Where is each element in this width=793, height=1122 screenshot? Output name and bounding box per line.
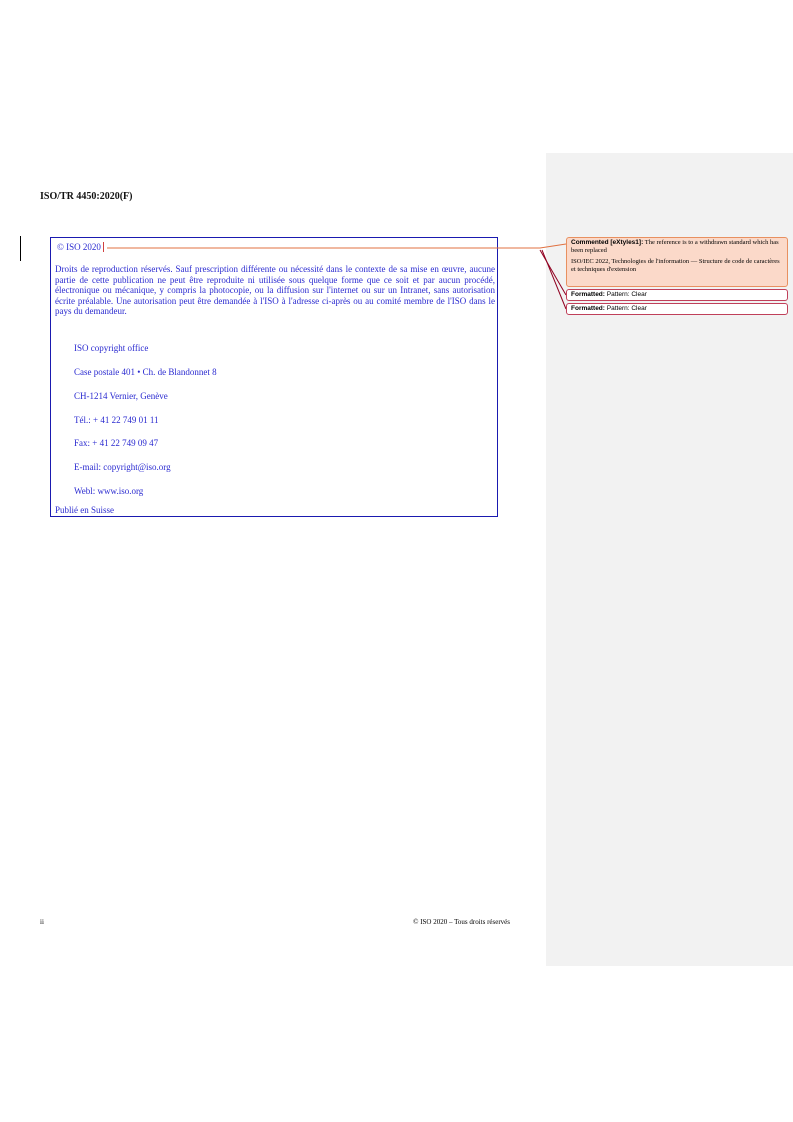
- formatted-text: Pattern: Clear: [606, 291, 647, 298]
- document-header: ISO/TR 4450:2020(F): [40, 191, 133, 202]
- city: CH-1214 Vernier, Genève: [74, 391, 168, 401]
- web-link[interactable]: www.iso.org: [97, 486, 144, 496]
- published: Publié en Suisse: [55, 505, 115, 515]
- copyright-line[interactable]: © ISO 2020: [55, 242, 104, 252]
- formatted-label: Formatted:: [571, 305, 605, 312]
- copyright-paragraph: Droits de reproduction réservés. Sauf prescription différente ou nécessité dans le contexte de sa mise en œuvre, aucune partie de cette publication ne peut être reproduite ni utilisée sous quelque forme que ce soit et par aucun procédé, électronique ou mécanique, y compris la photocopie, ou la diffusion sur l'internet ou sur un Intranet, sans autorisation écrite préalable. Une autorisation peut être demandée à l'ISO à l'adresse ci-après ou au comité membre de l'ISO dans le pays du demandeur.: [55, 264, 495, 317]
- page-number: ii: [40, 918, 44, 926]
- comment-reference: ISO/IEC 2022, Technologies de l'information — Structure de code de caractères et techniques d'extension: [571, 258, 780, 273]
- tel: Tél.: + 41 22 749 01 11: [74, 415, 159, 425]
- footer-rights: © ISO 2020 – Tous droits réservés: [413, 918, 510, 926]
- comment-text: The reference is to a withdrawn standard which has been replaced: [571, 239, 779, 254]
- email-link[interactable]: copyright@iso.org: [103, 462, 171, 472]
- formatted-balloon[interactable]: [566, 289, 788, 301]
- formatted-text: Pattern: Clear: [606, 305, 647, 312]
- office: ISO copyright office: [74, 343, 149, 353]
- formatted-label: Formatted:: [571, 291, 605, 298]
- email-label: E-mail:: [74, 462, 104, 472]
- postal: Case postale 401 • Ch. de Blandonnet 8: [74, 367, 217, 377]
- comment-balloon[interactable]: [566, 237, 788, 287]
- fax: Fax: + 41 22 749 09 47: [74, 438, 159, 448]
- web-label: Webl:: [74, 486, 98, 496]
- comment-author: Commented [eXtyles1]:: [571, 239, 644, 246]
- formatted-balloon[interactable]: [566, 303, 788, 315]
